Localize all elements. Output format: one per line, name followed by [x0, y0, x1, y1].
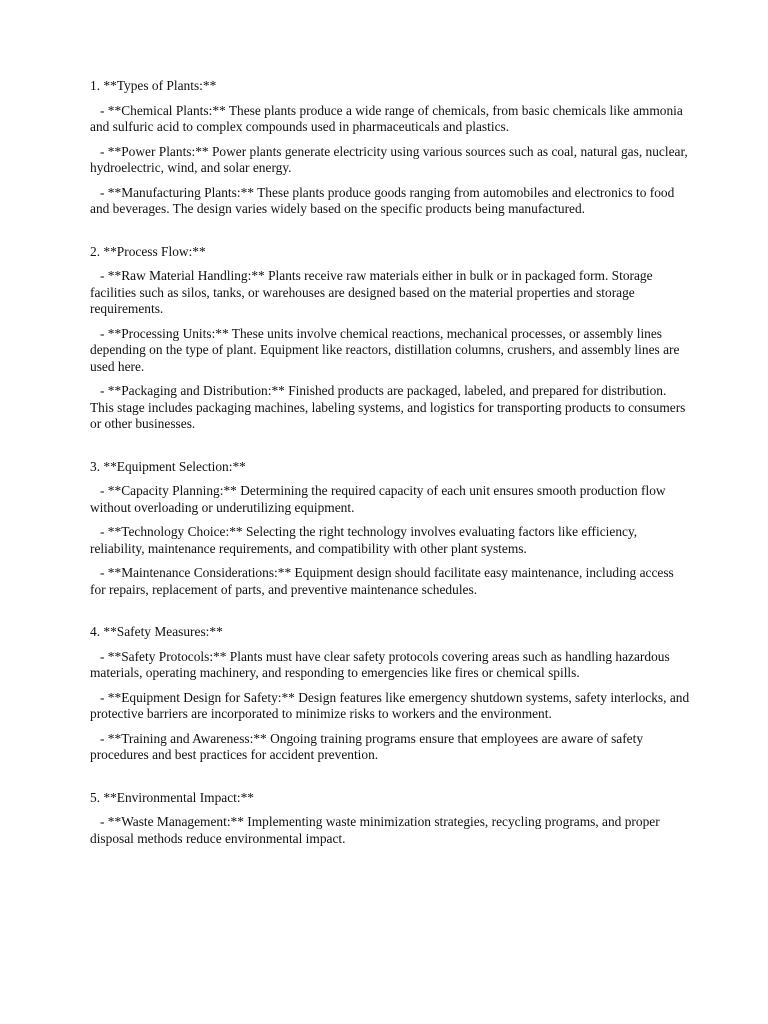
list-item — [90, 565, 690, 598]
list-item — [90, 524, 690, 557]
section-environmental-impact — [90, 790, 690, 848]
section-heading: 2. **Process Flow:** — [90, 243, 206, 259]
list-item — [90, 103, 690, 136]
item-text: - **Maintenance Considerations:** Equipment design should facilitate easy maintenance, including access for repairs, replacement of parts, and preventive maintenance schedules. — [90, 565, 674, 597]
list-item — [90, 383, 690, 433]
list-item — [90, 144, 690, 177]
item-text: - **Capacity Planning:** Determining the required capacity of each unit ensures smooth production flow without overloading or underutilizing equipment. — [90, 483, 666, 515]
item-text: - **Safety Protocols:** Plants must have clear safety protocols covering areas such as handling hazardous materials, operating machinery, and responding to emergencies like fires or chemical spills. — [90, 648, 670, 680]
list-item — [90, 731, 690, 764]
section-types-of-plants — [90, 78, 690, 218]
item-text: - **Packaging and Distribution:** Finished products are packaged, labeled, and prepared for distribution. This stage includes packaging machines, labeling systems, and logistics for transporting products to consumers or other businesses. — [90, 383, 686, 431]
section-heading: 5. **Environmental Impact:** — [90, 789, 254, 805]
document-page — [90, 78, 690, 873]
list-item — [90, 814, 690, 847]
list-item — [90, 326, 690, 376]
item-text: - **Power Plants:** Power plants generate electricity using various sources such as coal, natural gas, nuclear, hydroelectric, wind, and solar energy. — [90, 143, 688, 175]
item-text: - **Technology Choice:** Selecting the right technology involves evaluating factors like efficiency, reliability, maintenance requirements, and compatibility with other plant systems. — [90, 524, 638, 556]
section-heading: 1. **Types of Plants:** — [90, 78, 217, 93]
list-item — [90, 690, 690, 723]
section-heading: 4. **Safety Measures:** — [90, 624, 223, 639]
section-equipment-selection — [90, 459, 690, 599]
section-process-flow — [90, 244, 690, 433]
section-safety-measures — [90, 624, 690, 764]
section-heading: 3. **Equipment Selection:** — [90, 458, 246, 474]
item-text: - **Raw Material Handling:** Plants receive raw materials either in bulk or in packaged form. Storage facilities such as silos, tanks, or warehouses are designed based on the material properties and storage requirements. — [90, 268, 653, 316]
list-item — [90, 649, 690, 682]
item-text: - **Equipment Design for Safety:** Design features like emergency shutdown systems, safety interlocks, and protective barriers are incorporated to minimize risks to workers and the environment. — [90, 689, 690, 721]
item-text: - **Processing Units:** These units involve chemical reactions, mechanical processes, or assembly lines depending on the type of plant. Equipment like reactors, distillation columns, crushers, and assembly lines are used here. — [90, 325, 680, 374]
list-item — [90, 185, 690, 218]
list-item — [90, 268, 690, 318]
item-text: - **Chemical Plants:** These plants produce a wide range of chemicals, from basic chemicals like ammonia and sulfuric acid to complex compounds used in pharmaceuticals and plastics. — [90, 102, 683, 134]
item-text: - **Waste Management:** Implementing waste minimization strategies, recycling programs, and proper disposal methods reduce environmental impact. — [90, 814, 660, 846]
item-text: - **Manufacturing Plants:** These plants produce goods ranging from automobiles and electronics to food and beverages. The design varies widely based on the specific products being manufactured. — [90, 184, 675, 216]
item-text: - **Training and Awareness:** Ongoing training programs ensure that employees are aware of safety procedures and best practices for accident prevention. — [90, 730, 644, 762]
list-item — [90, 483, 690, 516]
